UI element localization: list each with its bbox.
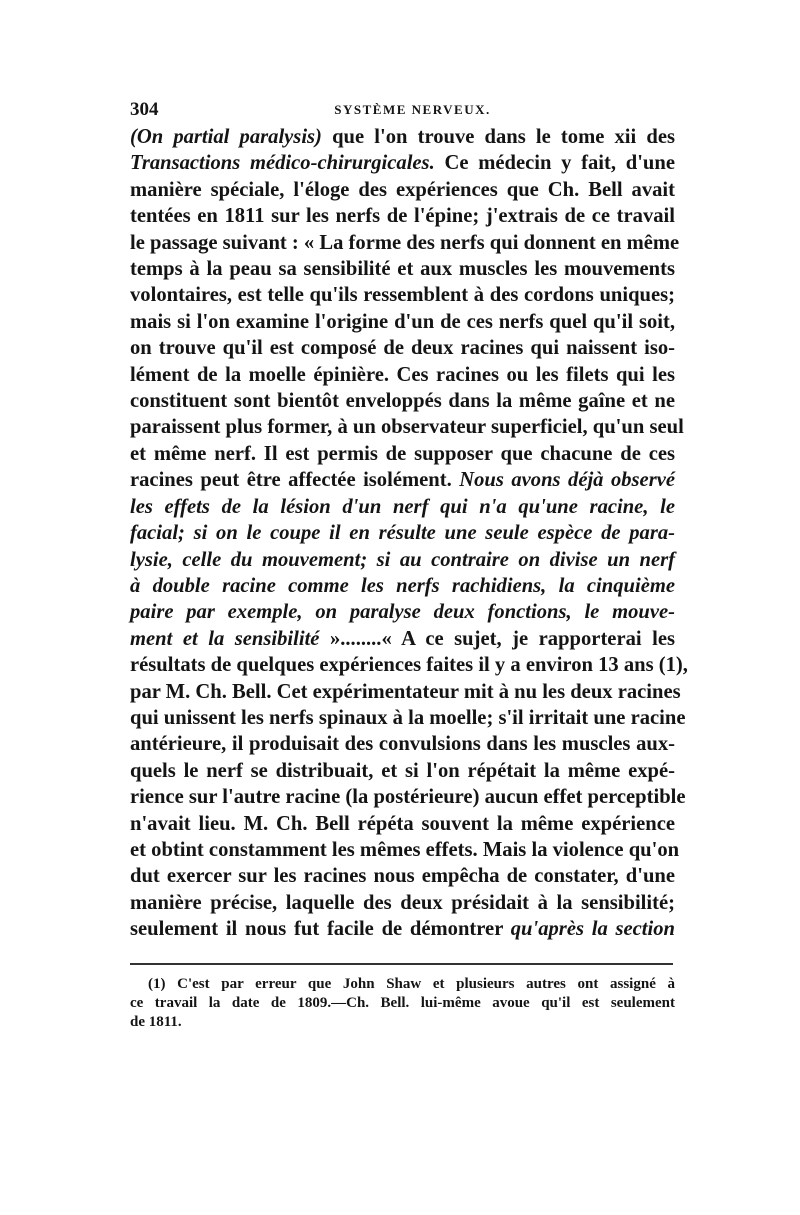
text-line bbox=[130, 467, 675, 493]
text-segment: résultats de quelques expériences faites il y a environ 13 ans (1), bbox=[130, 654, 688, 677]
footnote-separator-rule bbox=[130, 963, 673, 965]
text-line bbox=[130, 705, 686, 731]
text-segment: on trouve qu'il est composé de deux racines qui naissent iso- bbox=[130, 337, 675, 360]
text-line bbox=[130, 758, 675, 784]
footnote-line: (1) C'est par erreur que John Shaw et plusieurs autres ont assigné à bbox=[148, 975, 675, 992]
text-segment: lément de la moelle épinière. Ces racines ou les filets qui les bbox=[130, 363, 675, 386]
text-segment: que l'on trouve dans le tome xii des bbox=[321, 126, 675, 148]
italic-text-segment: Transactions médico-chirurgicales. bbox=[130, 152, 435, 175]
text-line bbox=[130, 679, 681, 705]
text-line bbox=[130, 916, 675, 942]
text-line bbox=[130, 441, 675, 467]
text-line bbox=[130, 309, 675, 335]
italic-text-segment: paire par exemple, on paralyse deux fonctions, le mouve- bbox=[130, 601, 675, 624]
text-line bbox=[130, 177, 675, 203]
text-segment: n'avait lieu. M. Ch. Bell répéta souvent la même expérience bbox=[130, 812, 675, 835]
text-line bbox=[130, 414, 684, 440]
text-line bbox=[130, 573, 675, 599]
italic-text-segment: lysie, celle du mouvement; si au contraire on divise un nerf bbox=[130, 548, 675, 571]
text-line bbox=[130, 282, 675, 308]
italic-text-segment: à double racine comme les nerfs rachidiens, la cinquième bbox=[130, 574, 675, 597]
text-line bbox=[130, 890, 675, 916]
text-segment: volontaires, est telle qu'ils ressemblent à des cordons uniques; bbox=[130, 284, 675, 307]
text-line bbox=[130, 599, 675, 625]
text-segment: constituent sont bientôt enveloppés dans la même gaîne et ne bbox=[130, 390, 675, 413]
text-segment: racines peut être affectée isolément. bbox=[130, 469, 460, 492]
text-segment: tentées en 1811 sur les nerfs de l'épine; j'extrais de ce travail bbox=[130, 205, 675, 228]
italic-text-segment: ment et la sensibilité bbox=[130, 627, 320, 650]
text-segment: mais si l'on examine l'origine d'un de ces nerfs quel qu'il soit, bbox=[130, 310, 675, 333]
text-segment: temps à la peau sa sensibilité et aux muscles les mouvements bbox=[130, 258, 675, 281]
text-segment: le passage suivant : « La forme des nerfs qui donnent en même bbox=[130, 231, 680, 254]
text-line bbox=[130, 520, 675, 546]
text-line bbox=[130, 150, 675, 176]
text-segment: rience sur l'autre racine (la postérieure) aucun effet perceptible bbox=[130, 786, 686, 809]
text-line bbox=[130, 837, 680, 863]
text-line bbox=[130, 230, 680, 256]
footnote-line: ce travail la date de 1809.—Ch. Bell. lui-même avoue qu'il est seulement bbox=[130, 994, 675, 1011]
text-segment: quels le nerf se distribuait, et si l'on répétait la même expé- bbox=[130, 759, 675, 782]
running-title: SYSTÈME NERVEUX. bbox=[334, 102, 491, 117]
italic-text-segment: Nous avons déjà observé bbox=[459, 469, 675, 492]
text-line bbox=[130, 362, 675, 388]
footnote-line: de 1811. bbox=[130, 1013, 182, 1030]
text-segment: dut exercer sur les racines nous empêcha de constater, d'une bbox=[130, 865, 675, 888]
page-number: 304 bbox=[130, 99, 159, 120]
italic-text-segment: les effets de la lésion d'un nerf qui n'a qu'une racine, le bbox=[130, 495, 675, 518]
text-segment: manière spéciale, l'éloge des expériences que Ch. Bell avait bbox=[130, 178, 675, 201]
text-segment: paraissent plus former, à un observateur superficiel, qu'un seul bbox=[130, 416, 684, 439]
text-line bbox=[130, 124, 675, 150]
text-segment: manière précise, laquelle des deux présidait à la sensibilité; bbox=[130, 891, 675, 914]
italic-text-segment: facial; si on le coupe il en résulte une seule espèce de para- bbox=[130, 522, 675, 545]
text-segment: par M. Ch. Bell. Cet expérimentateur mit à nu les deux racines bbox=[130, 680, 681, 703]
text-line bbox=[130, 626, 675, 652]
text-segment: qui unissent les nerfs spinaux à la moelle; s'il irritait une racine bbox=[130, 706, 686, 729]
text-line bbox=[130, 811, 675, 837]
italic-text-segment: (On partial paralysis) bbox=[130, 126, 322, 148]
text-line bbox=[130, 547, 675, 573]
text-line bbox=[130, 494, 675, 520]
text-segment: antérieure, il produisait des convulsions dans les muscles aux- bbox=[130, 733, 675, 756]
page-header bbox=[130, 96, 675, 124]
text-line bbox=[130, 203, 675, 229]
text-segment: et même nerf. Il est permis de supposer que chacune de ces bbox=[130, 442, 675, 465]
text-line bbox=[130, 256, 675, 282]
text-line bbox=[130, 731, 675, 757]
text-segment: »........« A ce sujet, je rapporterai les bbox=[319, 627, 675, 650]
text-segment: et obtint constamment les mêmes effets. Mais la violence qu'on bbox=[130, 838, 680, 861]
text-line bbox=[130, 335, 675, 361]
text-segment: Ce médecin y fait, d'une bbox=[434, 152, 675, 175]
text-segment: seulement il nous fut facile de démontrer bbox=[130, 918, 511, 941]
text-line bbox=[130, 652, 688, 678]
text-line bbox=[130, 388, 675, 414]
text-line bbox=[130, 784, 686, 810]
footnote bbox=[130, 975, 675, 1032]
text-line bbox=[130, 863, 675, 889]
book-page bbox=[130, 96, 688, 1032]
italic-text-segment: qu'après la section bbox=[510, 918, 675, 941]
body-paragraph bbox=[130, 124, 688, 943]
